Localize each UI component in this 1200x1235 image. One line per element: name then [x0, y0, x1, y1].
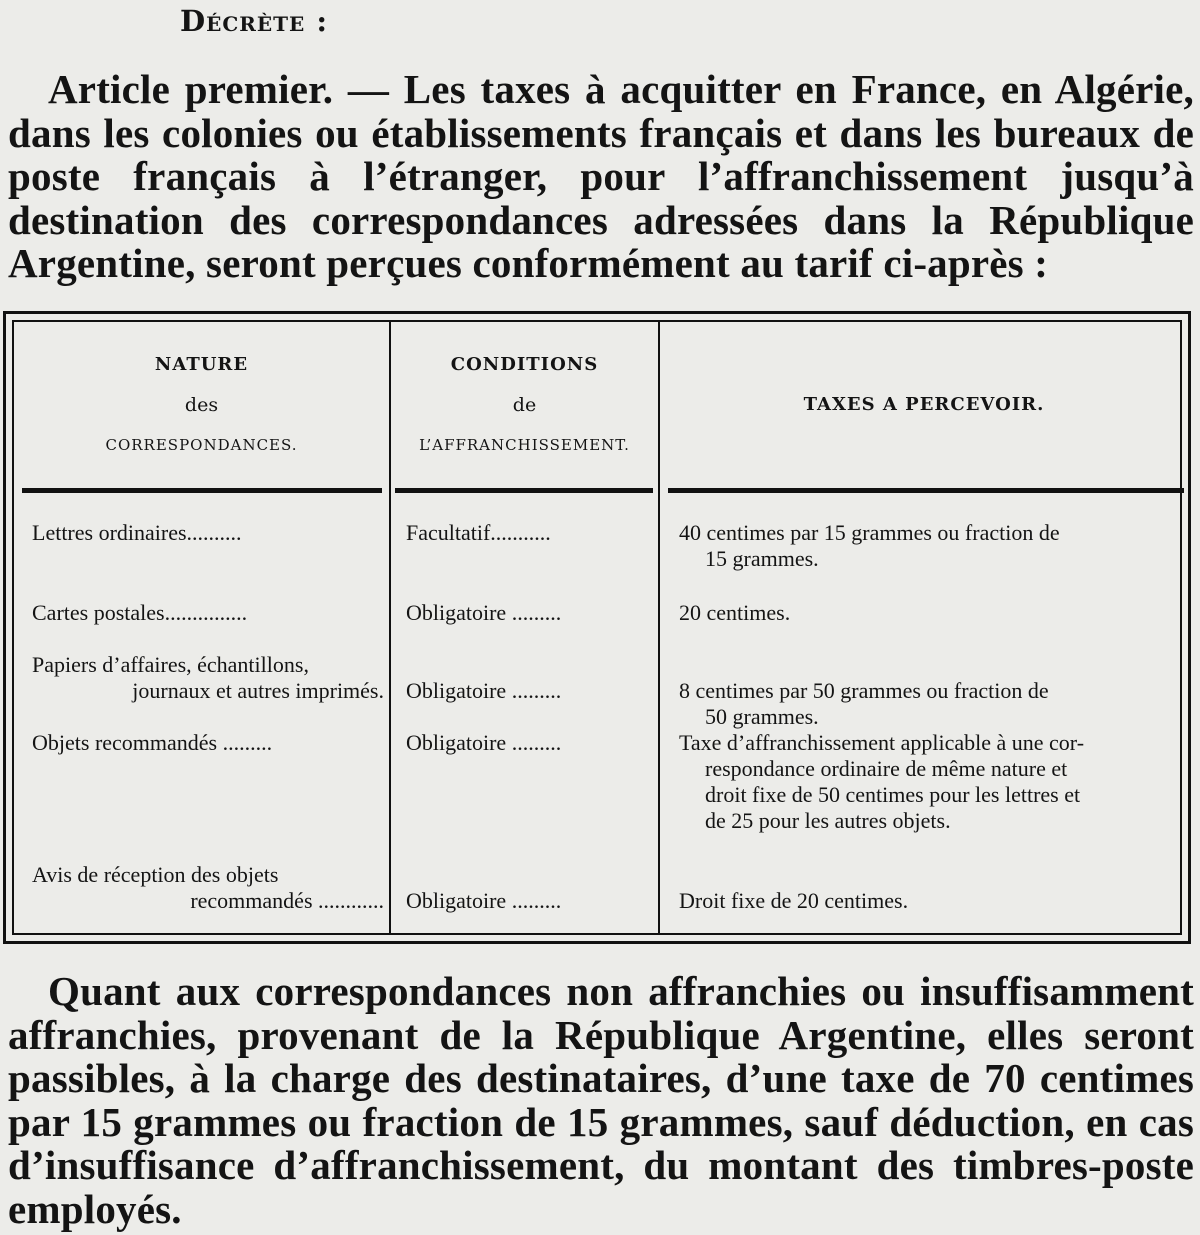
header-taxes-line-1: TAXES A PERCEVOIR.	[803, 394, 1045, 415]
row-1-taxes-line-1: 40 centimes par 15 grammes ou fraction de	[679, 520, 1060, 545]
row-5-nature-line-1: Avis de réception des objets	[32, 862, 279, 887]
row-1-conditions: Facultatif...........	[406, 520, 551, 545]
row-4-taxes-line-2: respondance ordinaire de même nature et	[705, 756, 1068, 781]
row-5-nature	[32, 862, 384, 914]
row-1-taxes	[679, 520, 1184, 572]
header-nature	[14, 322, 389, 488]
row-5-taxes	[679, 888, 1184, 914]
article-premier-paragraph: Article premier. — Les taxes à acquitter en France, en Algérie, dans les colonies ou établissements français et dans les bureaux de poste français à l’étranger, pour l’affranchissement jusqu’à destination des correspondances adressées dans la République Argentine, seront perçues conformément au tarif ci-après :	[8, 66, 1194, 286]
header-conditions-line-2: de	[512, 394, 537, 416]
row-4-nature: Objets recommandés .........	[32, 730, 273, 755]
decree-heading: Décrète :	[180, 4, 329, 38]
row-2-taxes-line-1: 20 centimes.	[679, 600, 791, 625]
row-3-taxes-line-2: 50 grammes.	[705, 704, 819, 729]
closing-paragraph: Quant aux correspondances non affranchies ou insuffisamment affranchies, provenant de la République Argentine, elles seront passibles, à la charge des destinataires, d’une taxe de 70 centimes par 15 grammes ou fraction de 15 grammes, sauf déduction, en cas d’insuffisance d’affranchissement, du montant des timbres-poste employés.	[8, 968, 1194, 1232]
row-4-conditions: Obligatoire .........	[406, 730, 562, 755]
header-rule	[22, 488, 382, 493]
row-4-taxes-line-1: Taxe d’affranchissement applicable à une cor-	[679, 730, 1085, 755]
row-3-nature-line-2: journaux et autres imprimés.	[132, 678, 384, 703]
row-3-taxes	[679, 678, 1184, 730]
tariff-table-inner	[12, 320, 1182, 935]
row-5-taxes-line-1: Droit fixe de 20 centimes.	[679, 888, 909, 913]
row-4-taxes-line-4: de 25 pour les autres objets.	[705, 808, 951, 833]
header-rule	[668, 488, 1184, 493]
row-3-conditions: Obligatoire .........	[406, 678, 562, 703]
row-1-nature: Lettres ordinaires..........	[32, 520, 242, 545]
header-nature-line-1: NATURE	[154, 354, 249, 375]
header-taxes	[660, 322, 1188, 488]
header-conditions-line-1: CONDITIONS	[450, 354, 599, 375]
row-4-taxes	[679, 730, 1184, 834]
header-nature-line-2: des	[184, 394, 219, 416]
row-4-taxes-line-3: droit fixe de 50 centimes pour les lettres et	[705, 782, 1081, 807]
header-rule	[395, 488, 653, 493]
row-3-nature	[32, 652, 384, 704]
row-1-taxes-line-2: 15 grammes.	[705, 546, 819, 571]
row-2-conditions: Obligatoire .........	[406, 600, 562, 625]
row-5-nature-line-2: recommandés ............	[190, 888, 384, 913]
tariff-table	[3, 311, 1191, 944]
row-2-nature: Cartes postales...............	[32, 600, 248, 625]
header-conditions-line-3: L’AFFRANCHISSEMENT.	[419, 436, 630, 454]
header-nature-line-3: CORRESPONDANCES.	[105, 436, 298, 454]
row-2-taxes	[679, 600, 1184, 626]
row-5-conditions: Obligatoire .........	[406, 888, 562, 913]
header-conditions	[391, 322, 658, 488]
row-3-taxes-line-1: 8 centimes par 50 grammes ou fraction de	[679, 678, 1049, 703]
row-3-nature-line-1: Papiers d’affaires, échantillons,	[32, 652, 309, 677]
